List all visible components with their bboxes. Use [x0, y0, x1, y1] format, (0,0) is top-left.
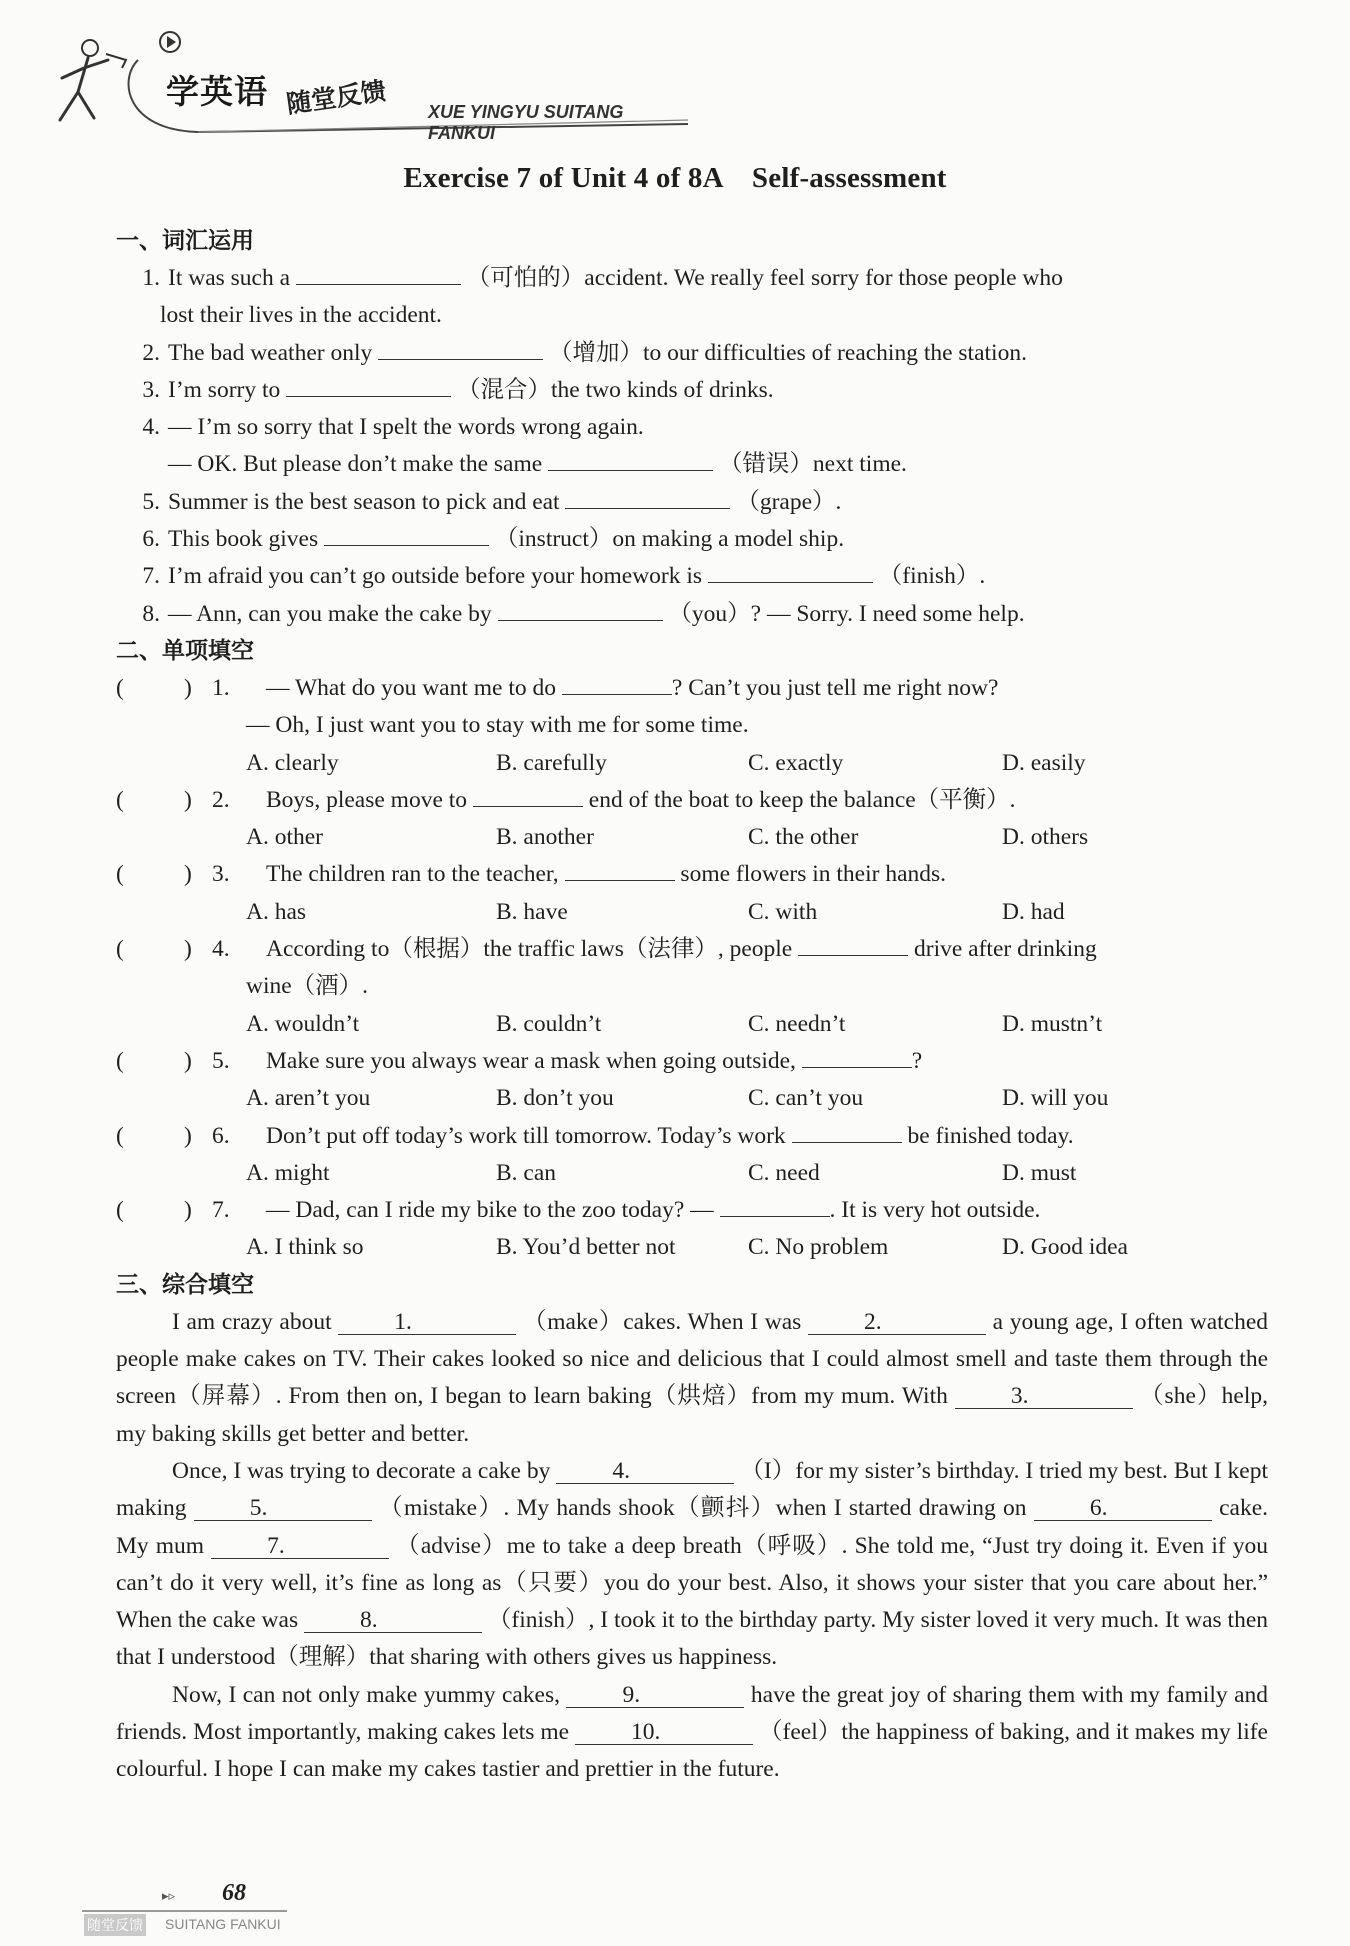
mc-options-5 [116, 1080, 1268, 1117]
option-a[interactable]: A. I think so [246, 1234, 364, 1261]
option-a[interactable]: A. has [246, 898, 307, 925]
answer-blank[interactable] [296, 260, 461, 285]
exercise-content [116, 223, 1268, 1789]
page-number: 68 [222, 1880, 246, 1906]
cloze-blank-2[interactable]: 2. [808, 1310, 986, 1335]
answer-blank[interactable] [708, 558, 873, 583]
answer-blank[interactable] [720, 1192, 830, 1217]
section-heading-vocab: 一、词汇运用 [116, 228, 254, 254]
option-c[interactable]: C. can’t you [748, 1085, 864, 1112]
vocab-item-4: 4. — I’m so sorry that I spelt the words wrong again. [142, 414, 644, 441]
mc-options-1 [116, 745, 1268, 782]
cloze-blank-3[interactable]: 3. [955, 1384, 1133, 1409]
answer-blank[interactable] [548, 446, 713, 471]
mc-question-4: ( ) 4. According to（根据）the traffic laws（法律）, people drive after drinking [116, 931, 1268, 968]
page-title: Exercise 7 of Unit 4 of 8A Self-assessment [403, 162, 947, 194]
option-b[interactable]: B. You’d better not [496, 1234, 676, 1261]
option-b[interactable]: B. couldn’t [496, 1010, 602, 1037]
option-d[interactable]: D. must [1002, 1159, 1077, 1186]
cloze-paragraph-3: Now, I can not only make yummy cakes, 9. have the great joy of sharing them with my family and friends. Most importantly, making cakes lets me 10. （feel）the happiness of baking, and it makes my life colourful. I hope I can make my cakes tastier and prettier in the future. [116, 1681, 1269, 1783]
section-heading-cloze: 三、综合填空 [116, 1271, 254, 1298]
cloze-blank-4[interactable]: 4. [556, 1459, 734, 1484]
option-b[interactable]: B. carefully [496, 749, 607, 776]
option-b[interactable]: B. have [496, 898, 568, 925]
mc-question-5: ( ) 5. Make sure you always wear a mask when going outside, ? [116, 1043, 1268, 1080]
brand-subtitle-cn: 随堂反馈 [284, 76, 388, 119]
answer-blank[interactable] [473, 782, 583, 807]
answer-blank[interactable] [378, 335, 543, 360]
option-c[interactable]: C. exactly [748, 749, 844, 776]
option-b[interactable]: B. can [496, 1159, 557, 1186]
section-heading-mc: 二、单项填空 [116, 637, 254, 664]
vocab-item-7: 7. I’m afraid you can’t go outside before your homework is （finish）. [116, 558, 1268, 595]
cloze-blank-1[interactable]: 1. [338, 1310, 516, 1335]
footer-brand-cn: 随堂反馈 [84, 1914, 146, 1936]
mc-options-2 [116, 819, 1268, 856]
mc-question-4-cont: wine（酒）. [246, 973, 369, 1000]
vocab-item-1: 1. It was such a （可怕的）accident. We really feel sorry for those people who [116, 260, 1268, 297]
vocab-item-3: 3. I’m sorry to （混合）the two kinds of drinks. [116, 372, 1268, 409]
option-c[interactable]: C. with [748, 898, 818, 925]
option-c[interactable]: C. needn’t [748, 1010, 846, 1037]
mc-list [116, 670, 1268, 1267]
mc-question-6: ( ) 6. Don’t put off today’s work till tomorrow. Today’s work be finished today. [116, 1118, 1268, 1155]
vocab-item-8: 8. — Ann, can you make the cake by （you）? — Sorry. I need some help. [116, 596, 1268, 633]
cloze-passage [116, 1304, 1268, 1789]
option-a[interactable]: A. wouldn’t [246, 1010, 360, 1037]
option-d[interactable]: D. easily [1002, 749, 1086, 776]
mc-options-6 [116, 1155, 1268, 1192]
vocab-item-6: 6. This book gives （instruct）on making a model ship. [116, 521, 1268, 558]
option-c[interactable]: C. the other [748, 824, 859, 851]
cloze-blank-6[interactable]: 6. [1034, 1496, 1212, 1521]
option-b[interactable]: B. another [496, 824, 594, 851]
cloze-paragraph-1: I am crazy about 1. （make）cakes. When I was 2. a young age, I often watched people make cakes on TV. Their cakes looked so nice and delicious that I could almost smell and taste them through the screen（屏幕）. From then on, I began to learn baking（烘焙）from my mum. With 3. （she）help, my baking skills get better and better. [116, 1308, 1269, 1447]
option-d[interactable]: D. had [1002, 898, 1065, 925]
answer-blank[interactable] [286, 372, 451, 397]
cloze-blank-10[interactable]: 10. [575, 1720, 753, 1745]
header-logo [48, 20, 688, 143]
mc-question-1-cont: — Oh, I just want you to stay with me for some time. [246, 712, 749, 739]
mc-question-2: ( ) 2. Boys, please move to end of the boat to keep the balance（平衡）. [116, 782, 1268, 819]
option-d[interactable]: D. Good idea [1002, 1234, 1128, 1261]
option-d[interactable]: D. will you [1002, 1085, 1109, 1112]
vocab-item-2: 2. The bad weather only （增加）to our difficulties of reaching the station. [116, 335, 1268, 372]
option-d[interactable]: D. others [1002, 824, 1089, 851]
answer-blank[interactable] [802, 1043, 912, 1068]
cloze-blank-9[interactable]: 9. [566, 1683, 744, 1708]
cloze-blank-5[interactable]: 5. [194, 1496, 372, 1521]
cloze-blank-7[interactable]: 7. [211, 1534, 389, 1559]
option-a[interactable]: A. aren’t you [246, 1085, 371, 1112]
option-b[interactable]: B. don’t you [496, 1085, 614, 1112]
cloze-paragraph-2: Once, I was trying to decorate a cake by 4. （I）for my sister’s birthday. I tried my best. But I kept making 5. （mistake）. My hands shook（颤抖）when I started drawing on 6. cake. My mum 7. （advise）me to take a deep breath（呼吸）. She told me, “Just try doing it. Even if you can’t do it very well, it’s fine as long as（只要）you do your best. Also, it shows your sister that you care about her.” When the cake was 8. （finish）, I took it to the birthday party. My sister loved it very much. It was then that I understood（理解）that sharing with others gives us happiness. [116, 1457, 1269, 1671]
mc-options-7 [116, 1229, 1268, 1266]
option-a[interactable]: A. might [246, 1159, 330, 1186]
mc-options-3 [116, 894, 1268, 931]
answer-blank[interactable] [565, 484, 730, 509]
mc-question-7: ( ) 7. — Dad, can I ride my bike to the zoo today? — . It is very hot outside. [116, 1192, 1268, 1229]
mc-question-3: ( ) 3. The children ran to the teacher, some flowers in their hands. [116, 856, 1268, 893]
option-a[interactable]: A. other [246, 824, 324, 851]
option-a[interactable]: A. clearly [246, 749, 339, 776]
answer-blank[interactable] [798, 931, 908, 956]
vocab-item-5: 5. Summer is the best season to pick and eat （grape）. [116, 484, 1268, 521]
vocab-item-4-reply: — OK. But please don’t make the same （错误）next time. [116, 446, 1268, 483]
answer-blank[interactable] [498, 596, 663, 621]
answer-blank[interactable] [562, 670, 672, 695]
footer-brand-en: SUITANG FANKUI [165, 1916, 281, 1932]
option-c[interactable]: C. need [748, 1159, 820, 1186]
answer-blank[interactable] [565, 856, 675, 881]
brand-pinyin: XUE YINGYU SUITANG FANKUI [428, 102, 624, 143]
mc-options-4 [116, 1006, 1268, 1043]
answer-blank[interactable] [792, 1118, 902, 1143]
answer-blank[interactable] [324, 521, 489, 546]
vocab-item-1-cont: lost their lives in the accident. [160, 302, 442, 329]
option-d[interactable]: D. mustn’t [1002, 1010, 1103, 1037]
option-c[interactable]: C. No problem [748, 1234, 889, 1261]
cloze-blank-8[interactable]: 8. [304, 1608, 482, 1633]
brand-title-cn: 学英语 [166, 72, 268, 111]
footer-arrow-icon: ▸▹ [162, 1888, 176, 1903]
footer-divider [82, 1910, 287, 1912]
mc-question-1: ( ) 1. — What do you want me to do ? Can’t you just tell me right now? [116, 670, 1268, 707]
